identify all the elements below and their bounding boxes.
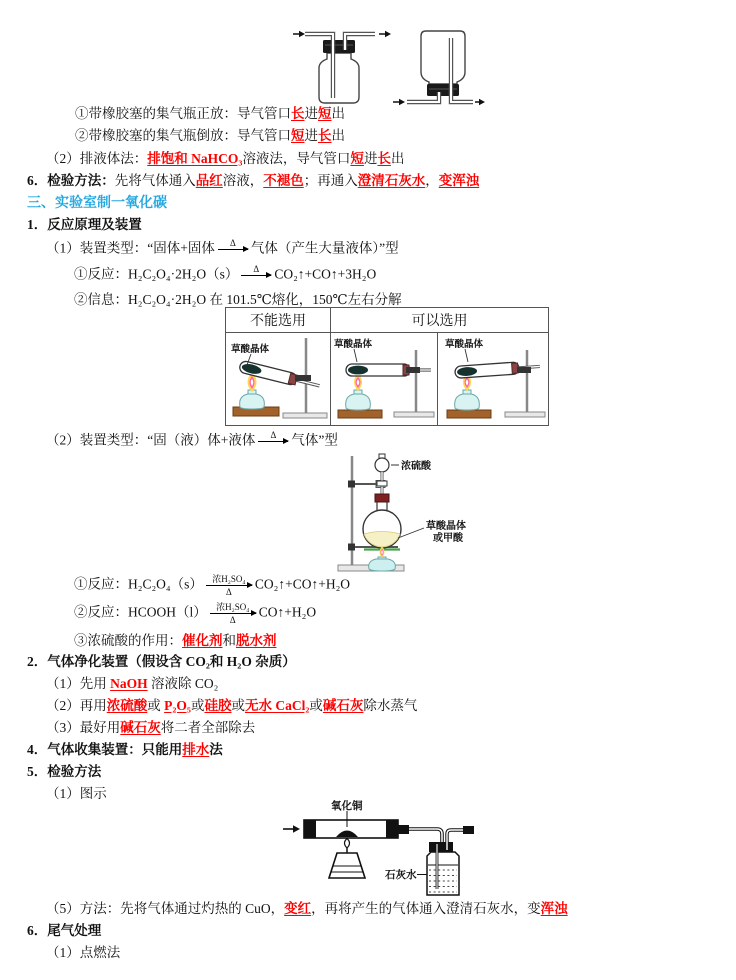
arrow-bottom-label: Δ	[229, 615, 236, 625]
emphasis-short: 短	[350, 151, 364, 166]
limewater-label: 石灰水	[385, 870, 417, 881]
formula-segment: CO₂↑+CO↑+H₂O	[254, 576, 351, 592]
formula-segment: CO₂↑+CO↑+3H₂O	[274, 266, 377, 282]
gas-in-arrow	[283, 825, 300, 833]
gas-bottle-upright	[293, 31, 391, 103]
arrow-shaft	[258, 441, 288, 442]
flask-apparatus-diagram	[336, 452, 506, 572]
text-line-soda-lime-best	[46, 718, 255, 738]
emphasis-cacl2: 无水 CaCl₂	[244, 698, 310, 713]
text-segment: 先将气体通入	[114, 173, 196, 188]
formula-segment: ①反应：H₂C₂O₄·2H₂O（s）	[74, 266, 239, 282]
alcohol-lamp	[455, 390, 480, 410]
section-heading-co-preparation	[27, 193, 167, 214]
connecting-tube	[398, 825, 442, 844]
text-segment: ；再通入	[303, 173, 358, 188]
copper-oxide-label: 氧化铜	[331, 801, 363, 812]
text-segment: 或	[309, 698, 323, 713]
text-segment: 出	[390, 151, 405, 166]
text-segment: ③浓硫酸的作用：	[74, 633, 182, 648]
oxalic-acid-label: 草酸晶体	[445, 340, 484, 350]
stopper-right	[386, 820, 398, 838]
table-header-row	[226, 308, 549, 333]
clamp	[406, 367, 420, 373]
text-line-liquid-displacement	[46, 149, 404, 169]
stand-base	[394, 412, 434, 417]
bold-heading: 2．气体净化装置（假设含 CO₂和 H₂O 杂质）	[27, 654, 296, 669]
text-line-acid-role	[74, 631, 277, 651]
flame	[345, 839, 350, 849]
emphasis-dehydrant: 脱水剂	[236, 633, 277, 648]
gas-bottle-inverted	[393, 31, 485, 105]
text-segment: （3）最好用	[46, 720, 121, 735]
text-segment: （2）装置类型：“固（液）体+液体	[46, 432, 256, 448]
text-line-diagram-label	[46, 784, 107, 804]
reaction-arrow-delta	[258, 430, 288, 453]
reaction-arrow-h2so4	[206, 574, 252, 597]
alcohol-lamp	[346, 390, 371, 410]
text-segment: 溶液法，导气管口	[242, 151, 351, 166]
oxalic-acid-solid	[348, 366, 368, 375]
text-segment: 将二者全部除去	[160, 720, 256, 735]
stopcock	[377, 481, 387, 486]
text-line-inverted-rule	[75, 126, 345, 146]
text-segment: 或	[190, 698, 205, 713]
text-line-upright-rule	[75, 104, 345, 124]
reaction-arrow-h2so4	[210, 602, 256, 625]
wood-block	[447, 410, 491, 418]
text-segment: （1）图示	[46, 786, 107, 801]
text-segment: （2）排液体法：	[46, 151, 148, 166]
cell-cannot-use	[226, 333, 331, 426]
text-segment: （5）方法：先将气体通过灼热的 CuO，	[46, 901, 285, 916]
table-body-row	[226, 333, 549, 426]
cuo-test-apparatus-diagram	[281, 798, 476, 900]
gas-in-arrow	[393, 99, 405, 105]
gas-out-arrow	[379, 31, 391, 37]
sulfuric-acid-label: 浓硫酸	[401, 461, 431, 472]
emphasis-catalyst: 催化剂	[182, 633, 223, 648]
text-line-naoh	[46, 674, 218, 694]
text-line-reaction-formic	[74, 602, 316, 630]
cell-can-use-1	[331, 333, 438, 426]
gas-washing-bottle	[427, 826, 474, 895]
text-segment: ，再将产生的气体通入澄清石灰水，变	[311, 901, 541, 916]
bold-heading: 6．尾气处理	[27, 923, 102, 938]
emphasis-limewater: 澄清石灰水	[357, 173, 426, 188]
emphasis-turns-red: 变红	[284, 901, 312, 916]
header-can-use: 可以选用	[331, 308, 549, 333]
arrow-bottom-label: Δ	[225, 587, 232, 597]
emphasis-naoh: NaOH	[110, 676, 148, 691]
apparatus-tilted-tube-diagram	[227, 334, 329, 420]
reaction-arrow-delta	[241, 264, 271, 287]
text-segment: 进	[304, 106, 318, 121]
text-segment: ②带橡胶塞的集气瓶倒放：导气管口	[75, 128, 291, 143]
alcohol-lamp	[240, 390, 265, 409]
emphasis-short: 短	[318, 106, 332, 121]
emphasis-long: 长	[291, 106, 305, 121]
text-line-reaction-oxalic	[74, 574, 350, 602]
oxalic-or-formic-label-1: 草酸晶体	[426, 521, 466, 532]
emphasis-p2o5: P₂O₅	[164, 698, 191, 713]
text-line-test-method	[27, 171, 479, 191]
emphasis-turbid: 变浑浊	[438, 173, 480, 188]
apparatus-horizontal-tube-diagram	[332, 334, 436, 420]
emphasis-no-fade: 不褪色	[263, 173, 304, 188]
emphasis-short: 短	[291, 128, 305, 143]
rubber-stopper	[323, 40, 355, 53]
arrow-top-label: 浓H₂SO₄	[216, 602, 250, 612]
text-segment: 溶液，	[222, 173, 264, 188]
gas-out-arrow	[475, 99, 485, 105]
text-segment: 除水蒸气	[363, 698, 418, 713]
stand-base	[283, 413, 327, 418]
emphasis-turbid: 浑浊	[540, 901, 568, 916]
text-segment: ①带橡胶塞的集气瓶正放：导气管口	[75, 106, 291, 121]
round-bottom-flask	[363, 502, 401, 548]
emphasis-long: 长	[318, 128, 332, 143]
text-segment: 出	[331, 106, 345, 121]
header-cannot-use: 不能选用	[226, 308, 331, 333]
cell-can-use-2	[438, 333, 549, 426]
label-pointer	[398, 528, 424, 538]
text-segment: （1）先用	[46, 676, 111, 691]
text-segment: （1）点燃法	[46, 945, 121, 960]
arrow-top-label: Δ	[229, 238, 236, 248]
label-pointer	[465, 349, 468, 362]
text-segment: 出	[331, 128, 345, 143]
formula-segment: ①反应：H₂C₂O₄（s）	[74, 576, 203, 592]
text-line-reaction-1	[74, 264, 376, 290]
horizontal-glass-tube	[304, 820, 398, 838]
bold-heading: 法	[209, 742, 223, 757]
arrow-shaft	[218, 249, 248, 250]
emphasis-water-displacement: 排水	[182, 742, 210, 757]
arrow-shaft	[210, 613, 256, 614]
text-segment: 进	[304, 128, 318, 143]
reaction-arrow-delta	[218, 238, 248, 261]
arrow-top-label: Δ	[253, 264, 260, 274]
gas-in-arrow	[293, 31, 305, 37]
bold-heading: 4．气体收集装置：只能用	[27, 742, 183, 757]
arrow-top-label: Δ	[270, 430, 277, 440]
emphasis-h2so4: 浓硫酸	[106, 698, 148, 713]
apparatus-table	[225, 307, 549, 426]
text-segment: ，	[425, 173, 439, 188]
rubber-stopper	[427, 84, 459, 96]
text-segment: 或	[231, 698, 245, 713]
formula-segment: CO↑+H₂O	[258, 604, 317, 620]
flask-contents	[364, 532, 400, 547]
text-segment: 气体”型	[291, 432, 338, 448]
emphasis-long: 长	[377, 151, 391, 166]
heading-collection	[27, 740, 223, 760]
clamp	[517, 367, 531, 373]
emphasis-nahco3: 排饱和 NaHCO₃	[147, 151, 243, 166]
arrow-shaft	[206, 585, 252, 586]
text-segment: 或	[147, 698, 165, 713]
blue-heading: 三、实验室制一氧化碳	[27, 196, 167, 211]
text-line-device-type-2	[46, 430, 338, 456]
heading-reaction-principle	[27, 215, 142, 235]
text-line-drying-agents	[46, 696, 417, 716]
text-segment: （2）再用	[46, 698, 107, 713]
text-segment: 溶液除 CO₂	[147, 676, 219, 691]
bold-heading: 1．反应原理及装置	[27, 217, 142, 232]
formula-segment: ②反应：HCOOH（l）	[74, 604, 207, 620]
apparatus-bent-tube-diagram	[439, 334, 547, 420]
emphasis-soda-lime: 碱石灰	[322, 698, 364, 713]
arrow-top-label: 浓H₂SO₄	[212, 574, 246, 584]
alcohol-lamp	[369, 557, 396, 571]
bottle-stopper	[429, 842, 453, 852]
stand-base	[505, 412, 545, 417]
text-segment: 和	[222, 633, 236, 648]
oxalic-acid-label: 草酸晶体	[334, 340, 373, 350]
flask-stopper	[375, 494, 389, 502]
text-line-method-5	[46, 899, 568, 919]
gas-collection-bottles-diagram	[293, 26, 493, 108]
oxalic-acid-label: 草酸晶体	[231, 345, 270, 355]
oxalic-or-formic-label-2: 或甲酸	[433, 533, 463, 544]
heating-lamp	[329, 839, 365, 879]
wood-block	[338, 410, 382, 418]
emphasis-soda-lime: 碱石灰	[120, 720, 161, 735]
arrow-shaft	[241, 275, 271, 276]
heading-test-method: 6．检验方法：	[27, 173, 115, 188]
label-pointer	[354, 349, 357, 362]
text-line-device-type-1	[46, 238, 399, 264]
text-line-ignition	[46, 943, 120, 963]
heading-test-methods	[27, 762, 101, 782]
heading-tail-gas	[27, 921, 101, 941]
text-segment: ②信息：H₂C₂O₄·2H₂O 在 101.5℃熔化，150℃左右分解	[74, 292, 402, 307]
stopper-left	[304, 820, 316, 838]
text-segment: （1）装置类型：“固体+固体	[46, 240, 215, 256]
clamp	[295, 375, 311, 381]
emphasis-fuchsin: 品红	[195, 173, 223, 188]
bold-heading: 5．检验方法	[27, 764, 102, 779]
emphasis-silica-gel: 硅胶	[204, 698, 232, 713]
rubber-connector	[463, 826, 474, 834]
heading-purification	[27, 652, 296, 672]
text-segment: 气体（产生大量液体）”型	[250, 240, 399, 256]
text-segment: 进	[363, 151, 378, 166]
